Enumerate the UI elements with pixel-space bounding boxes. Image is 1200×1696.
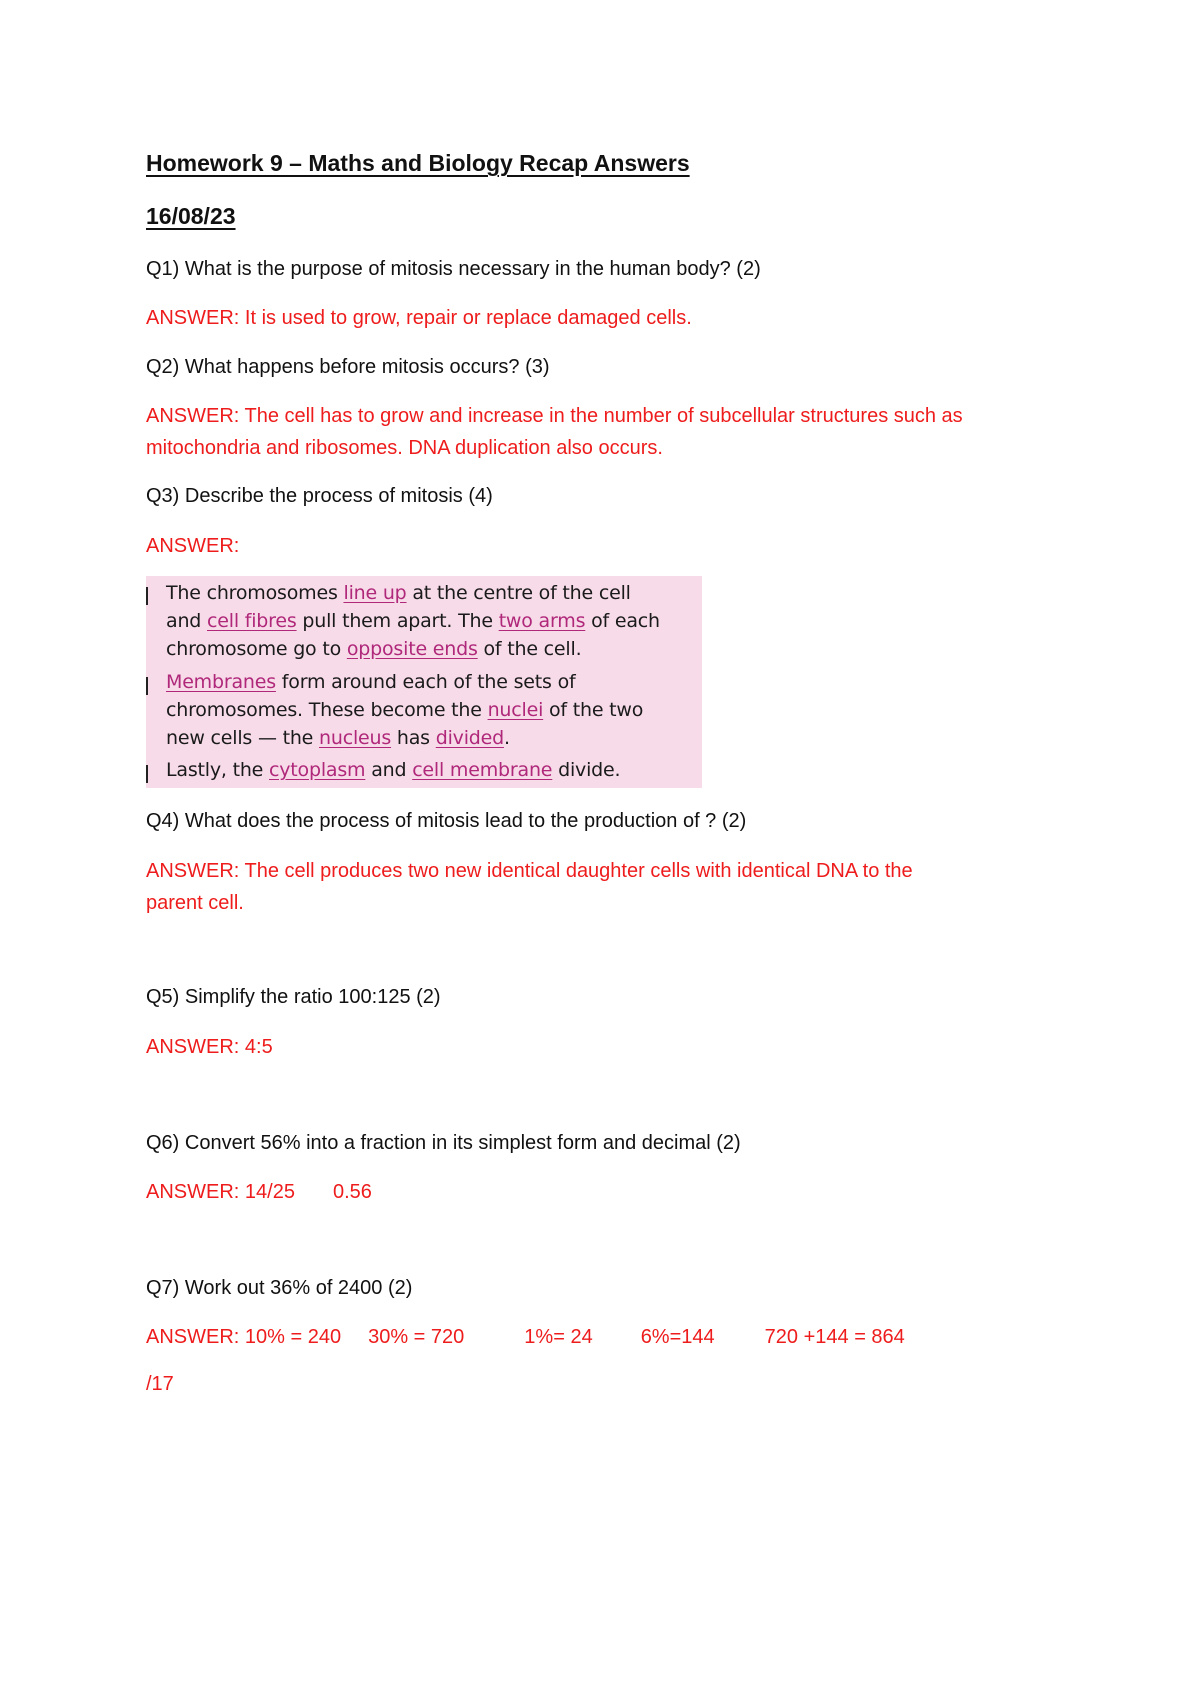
answer-6-fraction: ANSWER: 14/25	[146, 1181, 295, 1203]
bullet-marker	[146, 587, 148, 605]
keyword: Membranes	[166, 671, 276, 693]
keyword: two arms	[498, 610, 586, 632]
answer-7-step-2: 30% = 720	[368, 1326, 465, 1348]
bullet-marker	[146, 677, 148, 695]
keyword: divided	[435, 727, 505, 749]
question-6: Q6) Convert 56% into a fraction in its simplest form and decimal (2)	[146, 1132, 741, 1154]
question-7: Q7) Work out 36% of 2400 (2)	[146, 1277, 413, 1299]
answer-1: ANSWER: It is used to grow, repair or replace damaged cells.	[146, 307, 692, 329]
excerpt-line: chromosome go to opposite ends of the cell.	[166, 638, 582, 660]
keyword: cytoplasm	[269, 759, 366, 781]
excerpt-line: Membranes form around each of the sets of	[166, 671, 576, 693]
total-marks: /17	[146, 1373, 174, 1395]
excerpt-line: chromosomes. These become the nuclei of the two	[166, 699, 644, 721]
document-title: Homework 9 – Maths and Biology Recap Answers	[146, 150, 690, 176]
answer-5: ANSWER: 4:5	[146, 1036, 273, 1058]
excerpt-line: new cells — the nucleus has divided.	[166, 727, 510, 749]
answer-4-line-1: ANSWER: The cell produces two new identical daughter cells with identical DNA to the	[146, 860, 913, 882]
answer-4-line-2: parent cell.	[146, 892, 244, 914]
keyword: cell fibres	[207, 610, 297, 632]
answer-3-label: ANSWER:	[146, 535, 240, 557]
question-1: Q1) What is the purpose of mitosis necessary in the human body? (2)	[146, 258, 761, 280]
answer-6-decimal: 0.56	[332, 1181, 372, 1203]
answer-6	[146, 1176, 372, 1208]
excerpt-line: and cell fibres pull them apart. The two arms of each	[166, 610, 660, 632]
answer-7-step-5: 720 +144 = 864	[764, 1326, 905, 1348]
document-date: 16/08/23	[146, 203, 236, 229]
excerpt-line: Lastly, the cytoplasm and cell membrane divide.	[166, 759, 621, 781]
answer-7	[146, 1321, 905, 1353]
question-5: Q5) Simplify the ratio 100:125 (2)	[146, 986, 441, 1008]
question-2: Q2) What happens before mitosis occurs? (3)	[146, 356, 550, 378]
excerpt-line: The chromosomes line up at the centre of the cell	[166, 582, 631, 604]
keyword: cell membrane	[412, 759, 553, 781]
mitosis-textbook-excerpt	[146, 576, 702, 788]
keyword: opposite ends	[346, 638, 478, 660]
keyword: nuclei	[487, 699, 544, 721]
answer-2-line-1: ANSWER: The cell has to grow and increase in the number of subcellular structures such as	[146, 405, 963, 427]
answer-7-step-1: ANSWER: 10% = 240	[146, 1326, 342, 1348]
keyword: line up	[343, 582, 407, 604]
answer-2-line-2: mitochondria and ribosomes. DNA duplication also occurs.	[146, 437, 663, 459]
answer-7-step-3: 1%= 24	[524, 1326, 593, 1348]
question-3: Q3) Describe the process of mitosis (4)	[146, 485, 493, 507]
question-4: Q4) What does the process of mitosis lead to the production of ? (2)	[146, 810, 747, 832]
keyword: nucleus	[319, 727, 392, 749]
bullet-marker	[146, 765, 148, 783]
answer-7-step-4: 6%=144	[640, 1326, 715, 1348]
